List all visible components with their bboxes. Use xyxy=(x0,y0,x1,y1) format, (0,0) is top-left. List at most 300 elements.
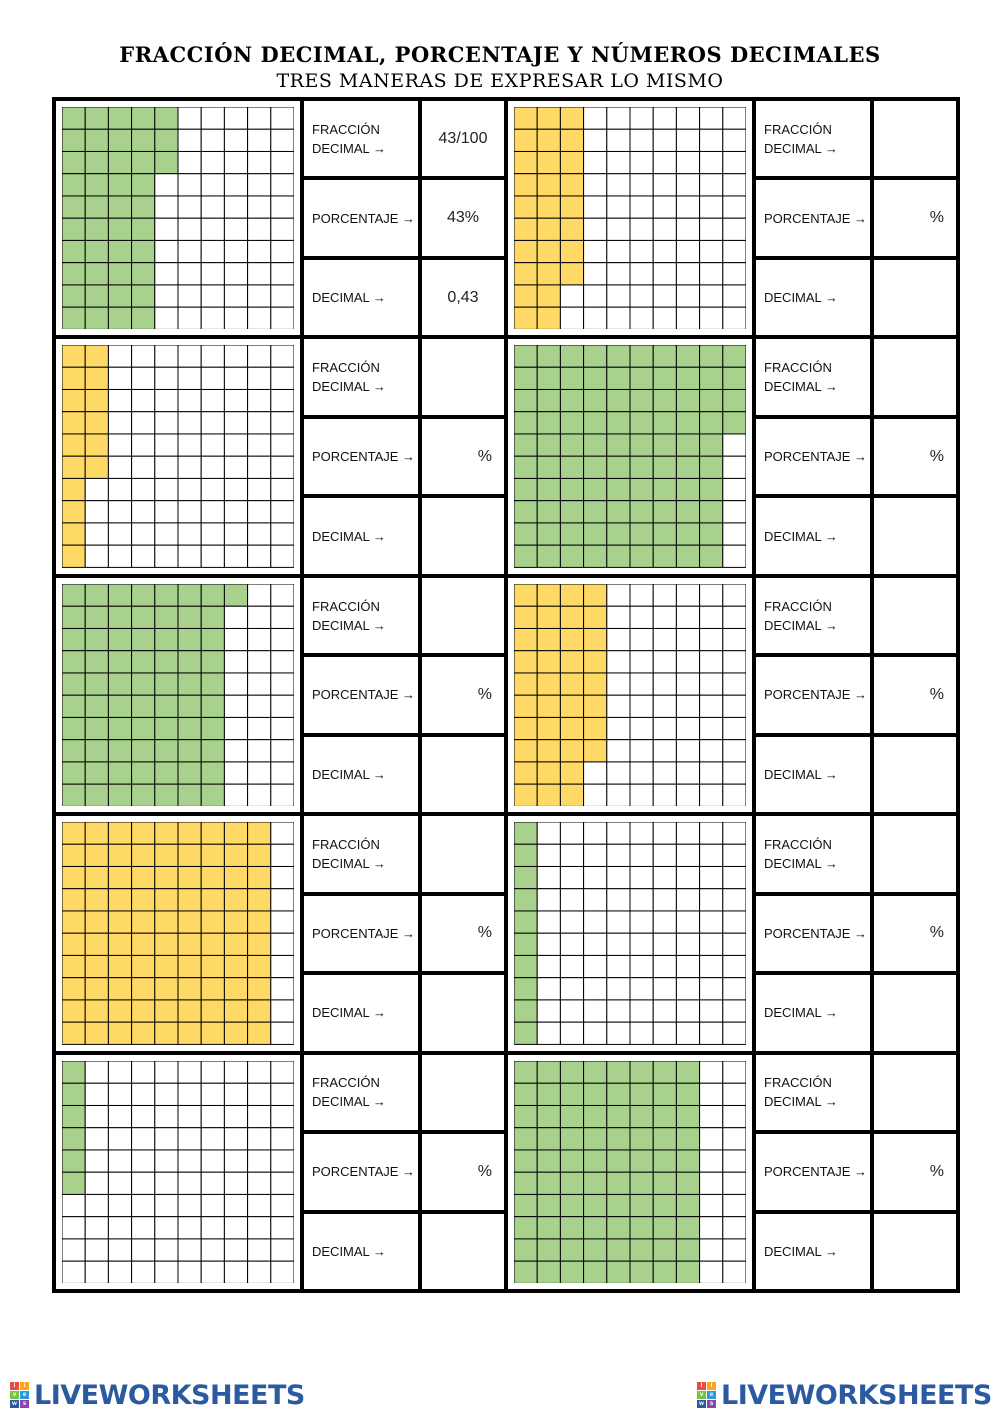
grid-cell xyxy=(723,1105,746,1127)
grid-cell-shaded xyxy=(514,1127,537,1149)
grid-cell-shaded xyxy=(248,889,271,911)
grid-cell-shaded xyxy=(560,501,583,523)
grid-cell xyxy=(271,1127,294,1149)
grid-cell-shaded xyxy=(537,739,560,761)
grid-cell-shaded xyxy=(224,1000,247,1022)
grid-cell xyxy=(723,1127,746,1149)
grid-cell xyxy=(271,412,294,434)
percent-answer-field[interactable] xyxy=(422,896,504,971)
grid-cell xyxy=(224,196,247,218)
percent-label xyxy=(304,180,418,255)
grid-cell xyxy=(108,1194,131,1216)
grid-cell-shaded xyxy=(584,606,607,628)
grid-cell-shaded xyxy=(132,762,155,784)
grid-cell-shaded xyxy=(584,1150,607,1172)
grid-cell-shaded xyxy=(514,1216,537,1238)
grid-cell-shaded xyxy=(62,263,85,285)
fraction-answer-field[interactable] xyxy=(874,101,956,176)
grid-cell-shaded xyxy=(584,479,607,501)
grid-cell-shaded xyxy=(653,479,676,501)
decimal-answer-field[interactable] xyxy=(422,737,504,812)
percent-label xyxy=(756,419,870,494)
grid-cell xyxy=(85,1150,108,1172)
grid-cell-shaded xyxy=(178,911,201,933)
grid-cell-shaded xyxy=(155,978,178,1000)
grid-cell xyxy=(723,762,746,784)
grid-cell-shaded xyxy=(62,956,85,978)
fraction-answer-field[interactable] xyxy=(422,816,504,891)
grid-cell xyxy=(607,606,630,628)
grid-cell xyxy=(653,606,676,628)
fraction-label xyxy=(756,1055,870,1130)
grid-cell xyxy=(201,1239,224,1261)
grid-cell-shaded xyxy=(723,390,746,412)
decimal-label xyxy=(304,737,418,812)
grid-cell xyxy=(108,501,131,523)
grid-cell-shaded xyxy=(514,129,537,151)
grid-cell-shaded xyxy=(537,717,560,739)
grid-cell xyxy=(224,1105,247,1127)
grid-cell-shaded xyxy=(62,1000,85,1022)
grid-cell xyxy=(201,218,224,240)
grid-cell xyxy=(224,762,247,784)
fraction-answer-field[interactable] xyxy=(874,816,956,891)
grid-cell-shaded xyxy=(62,479,85,501)
decimal-answer-field[interactable] xyxy=(874,737,956,812)
grid-cell xyxy=(178,129,201,151)
grid-cell-shaded xyxy=(155,628,178,650)
decimal-label xyxy=(304,498,418,573)
grid-cell-shaded xyxy=(537,523,560,545)
grid-cell-shaded xyxy=(560,107,583,129)
grid-cell xyxy=(248,1194,271,1216)
fraction-label-line: DECIMAL → xyxy=(764,379,838,395)
fraction-answer-field[interactable] xyxy=(422,1055,504,1130)
grid-cell xyxy=(62,1239,85,1261)
grid-cell xyxy=(584,1000,607,1022)
grid-cell-shaded xyxy=(537,129,560,151)
grid-cell-shaded xyxy=(62,285,85,307)
grid-cell-shaded xyxy=(560,129,583,151)
hundred-grid xyxy=(508,578,752,812)
grid-cell-shaded xyxy=(132,174,155,196)
grid-cell xyxy=(224,673,247,695)
grid-cell xyxy=(584,844,607,866)
grid-cell xyxy=(155,1061,178,1083)
grid-cell-shaded xyxy=(537,345,560,367)
fraction-label xyxy=(756,339,870,414)
grid-cell-shaded xyxy=(62,628,85,650)
fraction-answer-field[interactable] xyxy=(422,339,504,414)
grid-cell xyxy=(584,762,607,784)
percent-answer-field[interactable] xyxy=(422,1134,504,1209)
grid-cell-shaded xyxy=(607,457,630,479)
grid-cell-shaded xyxy=(62,390,85,412)
fraction-label-line: DECIMAL → xyxy=(764,1094,838,1110)
decimal-answer-field[interactable] xyxy=(422,975,504,1050)
grid-cell xyxy=(630,285,653,307)
grid-cell-shaded xyxy=(630,1105,653,1127)
grid-cell-shaded xyxy=(62,1127,85,1149)
grid-cell-shaded xyxy=(676,1150,699,1172)
grid-cell xyxy=(653,762,676,784)
decimal-answer-field[interactable] xyxy=(422,1214,504,1289)
grid-cell-shaded xyxy=(584,695,607,717)
grid-cell-shaded xyxy=(607,1083,630,1105)
grid-cell-shaded xyxy=(584,412,607,434)
grid-cell xyxy=(178,1105,201,1127)
grid-cell-shaded xyxy=(560,368,583,390)
grid-cell xyxy=(85,546,108,568)
grid-cell-shaded xyxy=(584,501,607,523)
grid-cell xyxy=(676,651,699,673)
decimal-answer-field[interactable] xyxy=(874,1214,956,1289)
grid-cell-shaded xyxy=(108,673,131,695)
grid-cell xyxy=(201,1150,224,1172)
grid-cell xyxy=(132,479,155,501)
grid-cell xyxy=(201,307,224,329)
grid-cell-shaded xyxy=(514,107,537,129)
grid-cell xyxy=(700,1194,723,1216)
grid-cell-shaded xyxy=(676,390,699,412)
grid-cell xyxy=(271,240,294,262)
fraction-answer-field[interactable] xyxy=(874,578,956,653)
grid-cell-shaded xyxy=(62,1022,85,1044)
grid-cell xyxy=(248,412,271,434)
percent-answer-field[interactable] xyxy=(422,180,504,255)
grid-cell xyxy=(108,390,131,412)
grid-cell xyxy=(85,1083,108,1105)
grid-cell xyxy=(584,867,607,889)
grid-cell xyxy=(630,218,653,240)
grid-cell-shaded xyxy=(62,844,85,866)
grid-cell xyxy=(700,1239,723,1261)
grid-cell-shaded xyxy=(584,717,607,739)
grid-cell xyxy=(108,1127,131,1149)
decimal-answer-field[interactable] xyxy=(422,498,504,573)
fraction-label-line: FRACCIÓN xyxy=(764,360,832,376)
grid-svg xyxy=(62,1061,294,1283)
grid-cell xyxy=(108,1172,131,1194)
grid-cell-shaded xyxy=(178,1022,201,1044)
grid-cell-shaded xyxy=(62,307,85,329)
grid-cell xyxy=(723,695,746,717)
decimal-answer-field[interactable] xyxy=(874,498,956,573)
grid-cell xyxy=(653,739,676,761)
fraction-label-line: FRACCIÓN xyxy=(764,121,832,137)
grid-cell-shaded xyxy=(514,263,537,285)
grid-cell-shaded xyxy=(132,196,155,218)
grid-cell xyxy=(62,1216,85,1238)
grid-cell-shaded xyxy=(607,1172,630,1194)
grid-cell-shaded xyxy=(514,218,537,240)
grid-cell xyxy=(700,307,723,329)
grid-cell xyxy=(271,457,294,479)
grid-cell xyxy=(537,911,560,933)
hundred-grid xyxy=(56,578,300,812)
grid-cell-shaded xyxy=(584,1194,607,1216)
grid-cell-shaded xyxy=(62,822,85,844)
grid-cell-shaded xyxy=(178,956,201,978)
grid-cell xyxy=(630,129,653,151)
grid-cell xyxy=(560,956,583,978)
grid-cell xyxy=(271,307,294,329)
grid-cell xyxy=(700,651,723,673)
grid-cell xyxy=(653,584,676,606)
percent-answer-field[interactable] xyxy=(874,657,956,732)
grid-cell xyxy=(178,107,201,129)
grid-cell-shaded xyxy=(584,628,607,650)
grid-cell xyxy=(630,844,653,866)
fraction-label-line: FRACCIÓN xyxy=(312,1075,380,1091)
fraction-answer-field[interactable] xyxy=(422,578,504,653)
grid-cell-shaded xyxy=(62,218,85,240)
grid-cell-shaded xyxy=(653,1127,676,1149)
grid-cell xyxy=(700,673,723,695)
grid-cell xyxy=(560,307,583,329)
grid-cell xyxy=(653,867,676,889)
grid-cell-shaded xyxy=(607,546,630,568)
percent-answer-field[interactable] xyxy=(874,1134,956,1209)
grid-cell xyxy=(676,822,699,844)
grid-cell xyxy=(178,218,201,240)
grid-cell xyxy=(132,1083,155,1105)
grid-cell-shaded xyxy=(155,107,178,129)
grid-cell-shaded xyxy=(630,390,653,412)
grid-cell-shaded xyxy=(537,1127,560,1149)
decimal-label xyxy=(304,975,418,1050)
grid-cell-shaded xyxy=(108,867,131,889)
grid-cell-shaded xyxy=(676,1239,699,1261)
grid-cell xyxy=(108,546,131,568)
grid-cell-shaded xyxy=(62,584,85,606)
grid-cell-shaded xyxy=(584,434,607,456)
decimal-answer-field[interactable] xyxy=(422,260,504,335)
grid-cell xyxy=(653,933,676,955)
grid-cell xyxy=(178,501,201,523)
grid-cell xyxy=(607,196,630,218)
grid-cell xyxy=(630,784,653,806)
percent-answer-value: % xyxy=(477,447,492,465)
fraction-answer-value: 43/100 xyxy=(438,129,488,147)
grid-cell xyxy=(700,218,723,240)
grid-cell xyxy=(723,606,746,628)
grid-cell xyxy=(132,390,155,412)
grid-cell xyxy=(271,345,294,367)
grid-cell xyxy=(271,1194,294,1216)
grid-cell xyxy=(248,263,271,285)
grid-cell xyxy=(607,1000,630,1022)
grid-cell xyxy=(224,1127,247,1149)
grid-cell-shaded xyxy=(514,844,537,866)
grid-cell xyxy=(248,523,271,545)
grid-cell xyxy=(723,673,746,695)
grid-cell xyxy=(155,1150,178,1172)
grid-cell-shaded xyxy=(514,867,537,889)
grid-cell-shaded xyxy=(62,717,85,739)
grid-cell xyxy=(630,762,653,784)
percent-answer-value: % xyxy=(929,209,944,227)
percent-answer-value: 43% xyxy=(446,209,480,227)
grid-cell xyxy=(248,501,271,523)
hundred-grid xyxy=(56,101,300,335)
grid-cell-shaded xyxy=(560,628,583,650)
grid-cell-shaded xyxy=(514,956,537,978)
grid-cell xyxy=(178,1194,201,1216)
grid-cell-shaded xyxy=(85,218,108,240)
grid-cell xyxy=(271,107,294,129)
grid-cell xyxy=(132,501,155,523)
grid-cell xyxy=(224,457,247,479)
decimal-answer-field[interactable] xyxy=(874,975,956,1050)
grid-cell xyxy=(271,129,294,151)
grid-cell-shaded xyxy=(560,584,583,606)
grid-cell-shaded xyxy=(514,479,537,501)
grid-cell xyxy=(132,523,155,545)
grid-cell-shaded xyxy=(630,434,653,456)
grid-cell-shaded xyxy=(514,1083,537,1105)
grid-cell xyxy=(85,501,108,523)
grid-cell xyxy=(560,867,583,889)
grid-cell-shaded xyxy=(560,695,583,717)
grid-cell xyxy=(584,784,607,806)
percent-answer-field[interactable] xyxy=(874,419,956,494)
grid-cell xyxy=(584,107,607,129)
grid-cell xyxy=(560,889,583,911)
grid-cell xyxy=(248,129,271,151)
grid-cell xyxy=(224,151,247,173)
grid-cell-shaded xyxy=(514,457,537,479)
grid-cell xyxy=(271,695,294,717)
grid-cell xyxy=(248,739,271,761)
grid-cell xyxy=(248,107,271,129)
grid-cell-shaded xyxy=(178,739,201,761)
grid-cell xyxy=(248,218,271,240)
grid-cell-shaded xyxy=(201,956,224,978)
grid-cell-shaded xyxy=(132,695,155,717)
grid-cell xyxy=(676,739,699,761)
grid-cell xyxy=(723,1061,746,1083)
grid-cell-shaded xyxy=(132,1022,155,1044)
percent-label-text: PORCENTAJE → xyxy=(312,1164,416,1180)
grid-cell xyxy=(700,933,723,955)
grid-cell-shaded xyxy=(62,434,85,456)
grid-cell xyxy=(201,1127,224,1149)
grid-cell-shaded xyxy=(201,784,224,806)
grid-cell xyxy=(723,479,746,501)
grid-cell xyxy=(132,412,155,434)
grid-cell xyxy=(630,606,653,628)
grid-cell-shaded xyxy=(630,1083,653,1105)
percent-answer-field[interactable] xyxy=(874,896,956,971)
percent-answer-field[interactable] xyxy=(874,180,956,255)
decimal-answer-field[interactable] xyxy=(874,260,956,335)
grid-cell-shaded xyxy=(560,345,583,367)
grid-cell-shaded xyxy=(514,739,537,761)
grid-cell xyxy=(224,1061,247,1083)
percent-label-text: PORCENTAJE → xyxy=(764,925,868,941)
fraction-label-line: DECIMAL → xyxy=(764,617,838,633)
grid-cell-shaded xyxy=(537,479,560,501)
percent-answer-field[interactable] xyxy=(422,657,504,732)
grid-cell-shaded xyxy=(248,1000,271,1022)
grid-cell-shaded xyxy=(560,1172,583,1194)
exercise-section xyxy=(508,101,956,335)
grid-cell-shaded xyxy=(514,1022,537,1044)
grid-cell xyxy=(178,412,201,434)
grid-cell-shaded xyxy=(85,606,108,628)
fraction-label-line: FRACCIÓN xyxy=(764,598,832,614)
grid-cell xyxy=(108,345,131,367)
grid-cell xyxy=(700,911,723,933)
grid-cell-shaded xyxy=(155,889,178,911)
grid-cell xyxy=(132,1127,155,1149)
grid-cell-shaded xyxy=(537,651,560,673)
grid-cell xyxy=(224,1172,247,1194)
fraction-answer-field[interactable] xyxy=(422,101,504,176)
grid-cell xyxy=(132,1061,155,1083)
grid-cell xyxy=(248,628,271,650)
grid-cell xyxy=(676,784,699,806)
grid-cell-shaded xyxy=(62,651,85,673)
grid-cell-shaded xyxy=(537,174,560,196)
grid-cell xyxy=(676,263,699,285)
percent-label xyxy=(304,896,418,971)
grid-cell xyxy=(676,673,699,695)
grid-cell xyxy=(178,1239,201,1261)
percent-label xyxy=(756,1134,870,1209)
grid-cell xyxy=(676,911,699,933)
grid-cell-shaded xyxy=(676,1216,699,1238)
hundred-grid xyxy=(508,101,752,335)
grid-cell xyxy=(537,1022,560,1044)
grid-cell-shaded xyxy=(537,307,560,329)
grid-cell xyxy=(584,911,607,933)
grid-cell xyxy=(653,784,676,806)
grid-cell-shaded xyxy=(676,345,699,367)
grid-cell xyxy=(155,263,178,285)
grid-cell xyxy=(271,151,294,173)
grid-cell xyxy=(723,546,746,568)
grid-cell-shaded xyxy=(700,457,723,479)
grid-cell-shaded xyxy=(132,867,155,889)
grid-cell xyxy=(676,717,699,739)
grid-cell-shaded xyxy=(132,978,155,1000)
grid-svg xyxy=(62,345,294,567)
grid-cell xyxy=(723,1022,746,1044)
grid-cell-shaded xyxy=(676,412,699,434)
exercise-section xyxy=(56,1055,504,1289)
grid-cell-shaded xyxy=(584,1083,607,1105)
grid-cell xyxy=(700,695,723,717)
grid-cell-shaded xyxy=(584,368,607,390)
grid-cell xyxy=(584,978,607,1000)
fraction-answer-field[interactable] xyxy=(874,339,956,414)
grid-cell-shaded xyxy=(653,1239,676,1261)
grid-cell-shaded xyxy=(201,911,224,933)
decimal-label-text: DECIMAL → xyxy=(312,290,386,306)
grid-cell xyxy=(132,1105,155,1127)
grid-cell-shaded xyxy=(514,822,537,844)
percent-answer-field[interactable] xyxy=(422,419,504,494)
grid-cell xyxy=(271,1022,294,1044)
grid-cell xyxy=(700,1000,723,1022)
grid-cell xyxy=(271,784,294,806)
grid-cell-shaded xyxy=(584,1105,607,1127)
fraction-answer-field[interactable] xyxy=(874,1055,956,1130)
grid-cell-shaded xyxy=(514,390,537,412)
grid-cell xyxy=(248,606,271,628)
